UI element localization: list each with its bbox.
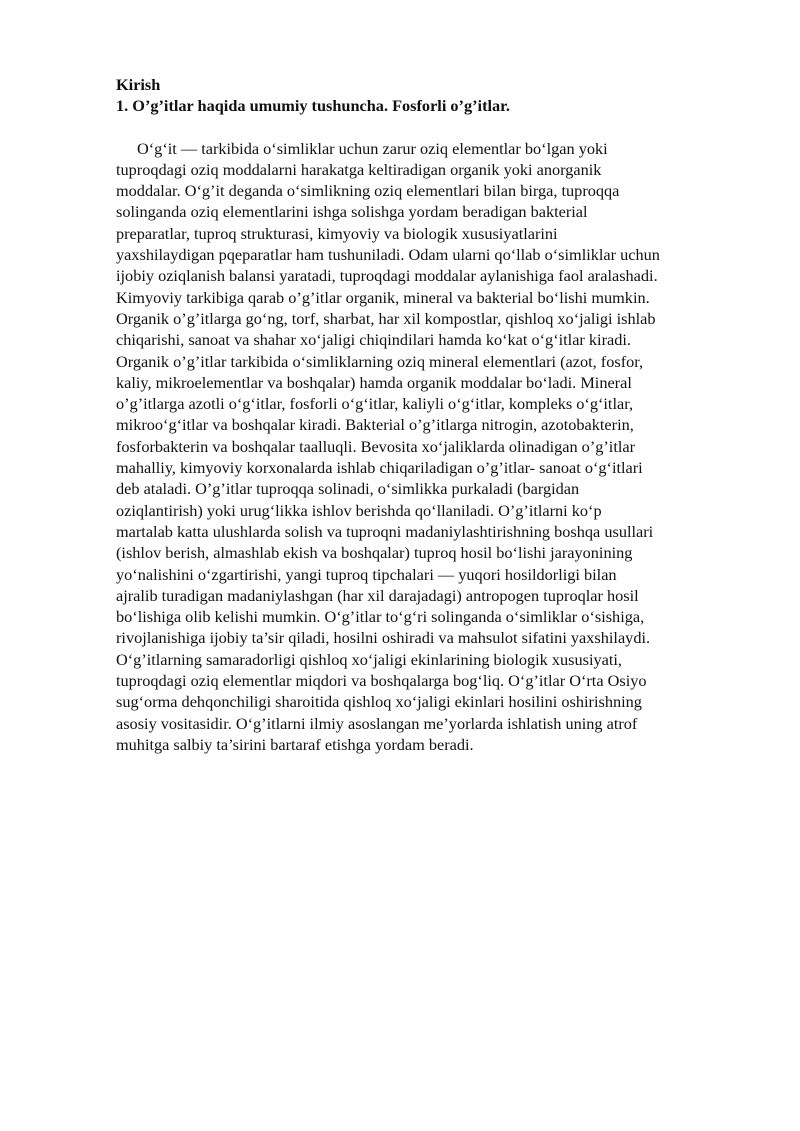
paragraph-line: muhitga salbiy ta’sirini bartaraf etishga yordam beradi. bbox=[116, 734, 474, 754]
paragraph-line: fosforbakterin va boshqalar taalluqli. Bevosita xo‘jaliklarda olinadigan o’g’itlar bbox=[116, 436, 636, 456]
paragraph-line: tuproqdagi oziq moddalarni harakatga keltiradigan organik yoki anorganik bbox=[116, 159, 602, 179]
paragraph-line: Organik o’g’itlarga go‘ng, torf, sharbat, har xil kompostlar, qishloq xo‘jaligi ishlab bbox=[116, 308, 656, 328]
paragraph-line: o’g’itlarga azotli o‘g‘itlar, fosforli o‘g‘itlar, kaliyli o‘g‘itlar, kompleks o‘g‘itlar, bbox=[116, 394, 634, 414]
paragraph-line: ijobiy oziqlanish balansi yaratadi, tuproqdagi moddalar aylanishiga faol aralashadi. bbox=[116, 266, 658, 286]
paragraph-line: ajralib turadigan madaniylashgan (har xil darajadagi) antropogen tuproqlar hosil bbox=[116, 585, 639, 605]
paragraph-line: mahalliy, kimyoviy korxonalarda ishlab chiqariladigan o’g’itlar- sanoat o‘g‘itlari bbox=[116, 458, 643, 478]
body-paragraph bbox=[116, 138, 746, 756]
paragraph-line: asosiy vositasidir. O‘g’itlarni ilmiy asoslangan me’yorlarda ishlatish uning atrof bbox=[116, 713, 638, 733]
paragraph-line: oziqlantirish) yoki urug‘likka ishlov berishda qo‘llaniladi. O’g’itlarni ko‘p bbox=[116, 500, 602, 520]
heading-section-title: 1. O’g’itlar haqida umumiy tushuncha. Fosforli o’g’itlar. bbox=[116, 96, 510, 116]
paragraph-line: rivojlanishiga ijobiy ta’sir qiladi, hosilni oshiradi va mahsulot sifatini yaxshilaydi. bbox=[116, 628, 651, 648]
paragraph-line: solinganda oziq elementlarini ishga solishga yordam beradigan bakterial bbox=[116, 202, 588, 222]
paragraph-line: bo‘lishiga olib kelishi mumkin. O‘g’itlar to‘g‘ri solinganda o‘simliklar o‘sishiga, bbox=[116, 607, 645, 627]
paragraph-line: yaxshilaydigan pqeparatlar ham tushuniladi. Odam ularni qo‘llab o‘simliklar uchun bbox=[116, 245, 660, 265]
paragraph-line: yo‘nalishini o‘zgartirishi, yangi tuproq tipchalari — yuqori hosildorligi bilan bbox=[116, 564, 617, 584]
paragraph-line: chiqarishi, sanoat va shahar xo‘jaligi chiqindilari hamda ko‘kat o‘g‘itlar kiradi. bbox=[116, 330, 631, 350]
paragraph-line: O‘g’itlarning samaradorligi qishloq xo‘jaligi ekinlarining biologik xususiyati, bbox=[116, 649, 622, 669]
paragraph-line: moddalar. O‘g’it deganda o‘simlikning oziq elementlari bilan birga, tuproqqa bbox=[116, 181, 620, 201]
paragraph-line: O‘g‘it — tarkibida o‘simliklar uchun zarur oziq elementlar bo‘lgan yoki bbox=[137, 138, 608, 158]
heading-intro: Kirish bbox=[116, 75, 161, 94]
paragraph-line: tuproqdagi oziq elementlar miqdori va boshqalarga bog‘liq. O‘g’itlar O‘rta Osiyo bbox=[116, 671, 647, 691]
paragraph-line: martalab katta ulushlarda solish va tuproqni madaniylashtirishning boshqa usullari bbox=[116, 521, 654, 541]
paragraph-line: Organik o’g’itlar tarkibida o‘simliklarning oziq mineral elementlari (azot, fosfor, bbox=[116, 351, 644, 371]
paragraph-line: deb ataladi. O’g’itlar tuproqqa solinadi, o‘simlikka purkaladi (bargidan bbox=[116, 479, 580, 499]
paragraph-line: kaliy, mikroelementlar va boshqalar) hamda organik moddalar bo‘ladi. Mineral bbox=[116, 372, 632, 392]
paragraph-line: preparatlar, tuproq strukturasi, kimyoviy va biologik xususiyatlarini bbox=[116, 223, 558, 243]
paragraph-line: (ishlov berish, almashlab ekish va boshqalar) tuproq hosil bo‘lishi jarayonining bbox=[116, 543, 633, 563]
paragraph-line: sug‘orma dehqonchiligi sharoitida qishloq xo‘jaligi ekinlari hosilini oshirishning bbox=[116, 692, 642, 712]
document-content bbox=[116, 74, 746, 755]
paragraph-line: mikroo‘g‘itlar va boshqalar kiradi. Bakterial o’g’itlarga nitrogin, azotobakterin, bbox=[116, 415, 634, 435]
paragraph-line: Kimyoviy tarkibiga qarab o’g’itlar organik, mineral va bakterial bo‘lishi mumkin. bbox=[116, 287, 650, 307]
